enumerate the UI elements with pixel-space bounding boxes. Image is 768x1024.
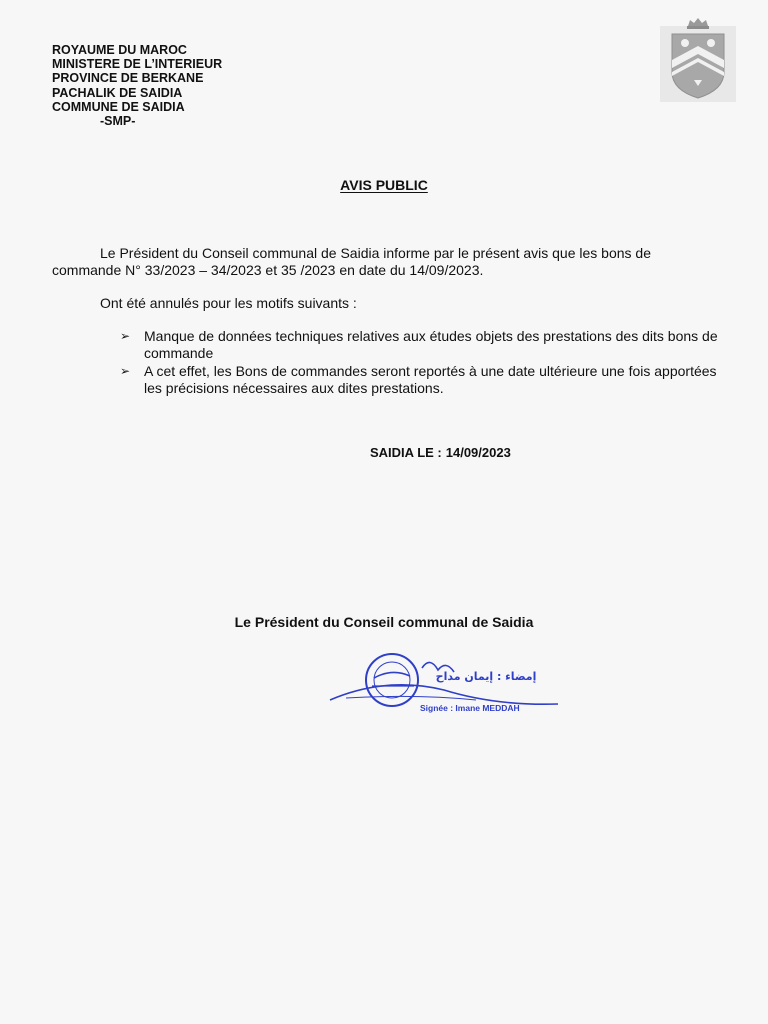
signature-name-text: Signée : Imane MEDDAH xyxy=(420,703,520,713)
commune-emblem-icon xyxy=(660,16,736,102)
notice-title xyxy=(0,177,768,193)
reasons-list xyxy=(120,328,730,398)
arrow-bullet-icon: ➢ xyxy=(120,329,131,343)
header-line: PACHALIK DE SAIDIA xyxy=(52,85,183,100)
signatory-title: Le Président du Conseil communal de Saidia xyxy=(234,614,534,630)
intro-paragraph: Le Président du Conseil communal de Saidia informe par le présent avis que les bons de commande N° 33/2023 – 34/2023 et 35 /2023 en date du 14/09/2023. xyxy=(52,245,651,278)
letterhead xyxy=(52,43,222,128)
header-line: MINISTERE DE L’INTERIEUR xyxy=(52,57,223,72)
reasons-intro: Ont été annulés pour les motifs suivants : xyxy=(100,295,357,311)
date-value: 14/09/2023 xyxy=(445,445,511,460)
list-item-text: A cet effet, les Bons de commandes seront reportés à une date ultérieure une fois apportées les précisions nécessaires aux dites prestations. xyxy=(144,363,717,396)
list-item xyxy=(120,328,730,361)
list-item-text: Manque de données techniques relatives aux études objets des prestations des dits bons de commande xyxy=(144,328,718,361)
date-label: SAIDIA LE : xyxy=(370,445,442,460)
arrow-bullet-icon: ➢ xyxy=(120,364,131,378)
date-line xyxy=(370,445,511,460)
header-line: COMMUNE DE SAIDIA xyxy=(52,99,185,114)
list-item xyxy=(120,363,730,396)
signature-arabic-text: إمضاء : إيمان مداح xyxy=(435,670,537,683)
header-line: ROYAUME DU MAROC xyxy=(52,43,187,57)
notice-title-text: AVIS PUBLIC xyxy=(340,177,428,193)
signature-stamp-icon xyxy=(326,650,562,720)
header-line: PROVINCE DE BERKANE xyxy=(52,71,204,86)
header-line-smp: -SMP- xyxy=(100,114,136,129)
